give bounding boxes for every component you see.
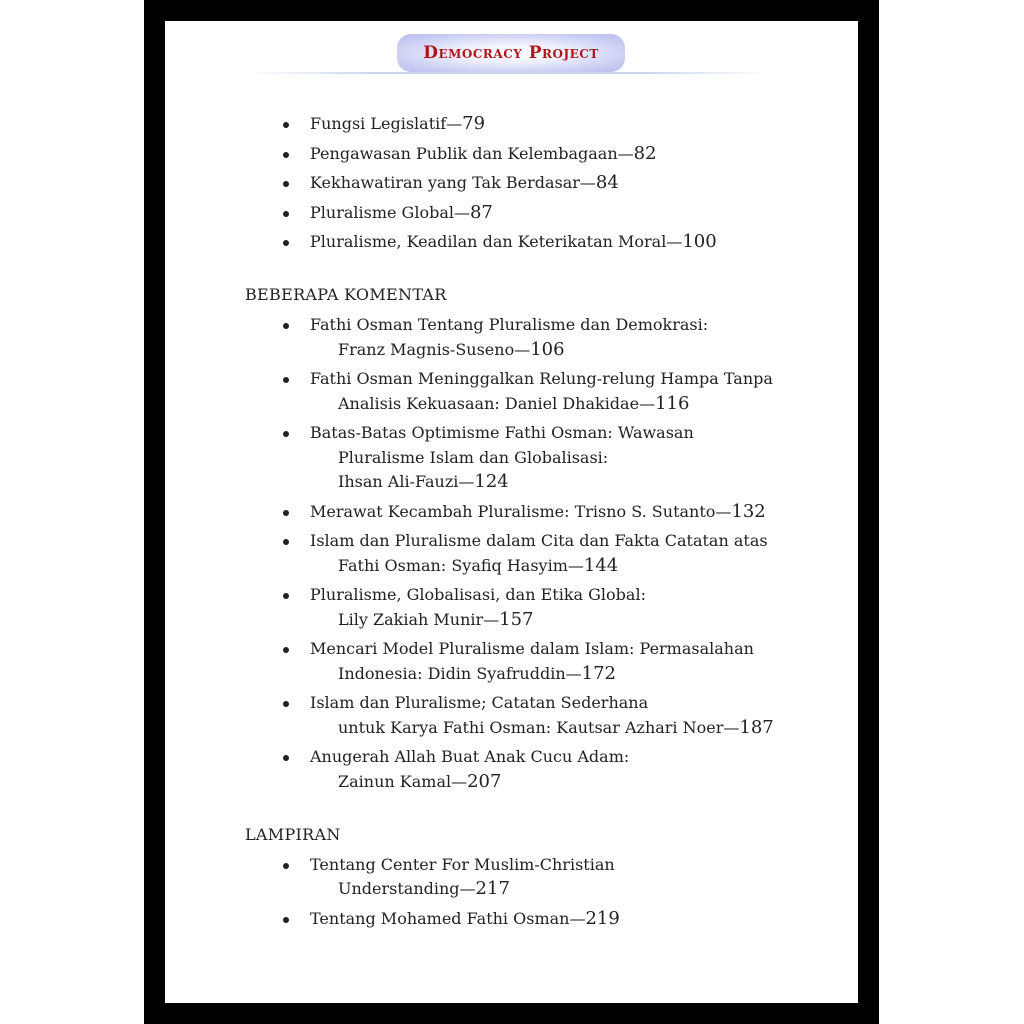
bullet-icon	[283, 240, 289, 246]
bullet-icon	[283, 152, 289, 158]
toc-entry-text: Tentang Mohamed Fathi Osman—219	[310, 907, 620, 929]
bullet-icon	[283, 510, 289, 516]
toc-entry-text: Franz Magnis-Suseno—106	[338, 338, 565, 360]
page-number: 87	[469, 201, 493, 223]
page-number: 187	[739, 716, 774, 738]
bullet-icon	[283, 377, 289, 383]
toc-entry-text: Fathi Osman Meninggalkan Relung-relung Hampa Tanpa	[310, 369, 773, 388]
toc-entry-text: Analisis Kekuasaan: Daniel Dhakidae—116	[338, 392, 690, 414]
toc-entry-text: Pluralisme, Keadilan dan Keterikatan Moral—100	[310, 231, 717, 252]
page-number: 144	[583, 554, 619, 576]
bullet-icon	[283, 755, 289, 761]
bullet-icon	[283, 323, 289, 329]
toc-entry-text: untuk Karya Fathi Osman: Kautsar Azhari Noer—187	[338, 716, 774, 738]
page-number: 82	[633, 142, 657, 164]
bullet-icon	[283, 647, 289, 653]
toc-entry-text: Islam dan Pluralisme dalam Cita dan Fakta Catatan atas	[310, 531, 768, 550]
section-heading: BEBERAPA KOMENTAR	[245, 285, 447, 304]
page-number: 100	[682, 231, 717, 252]
running-header-title: Democracy Project	[423, 43, 599, 63]
toc-entry-text: Mencari Model Pluralisme dalam Islam: Permasalahan	[310, 639, 754, 658]
page-number: 79	[462, 113, 486, 134]
page-number: 207	[467, 770, 502, 792]
toc-entry-text: Kekhawatiran yang Tak Berdasar—84	[310, 172, 619, 193]
bullet-icon	[283, 539, 289, 545]
toc-entry-text: Zainun Kamal—207	[338, 770, 502, 792]
page-number: 84	[595, 172, 619, 193]
toc-entry-text: Batas-Batas Optimisme Fathi Osman: Wawasan	[310, 423, 694, 442]
toc-entry-text: Indonesia: Didin Syafruddin—172	[338, 662, 616, 684]
toc-entry-text: Fathi Osman: Syafiq Hasyim—144	[338, 554, 619, 576]
toc-entry-text: Pluralisme Islam dan Globalisasi:	[338, 447, 609, 467]
page-number: 106	[530, 338, 565, 360]
bullet-icon	[283, 211, 289, 217]
bullet-icon	[283, 593, 289, 599]
page-number: 172	[581, 662, 616, 684]
page-number: 217	[475, 878, 510, 899]
bullet-icon	[283, 701, 289, 707]
toc-entry-text: Anugerah Allah Buat Anak Cucu Adam:	[310, 747, 630, 766]
bullet-icon	[283, 431, 289, 437]
toc-entry-text: Islam dan Pluralisme; Catatan Sederhana	[310, 693, 649, 712]
toc-entry-text: Pluralisme, Globalisasi, dan Etika Global:	[310, 585, 646, 604]
toc-entry-text: Fathi Osman Tentang Pluralisme dan Demokrasi:	[310, 315, 709, 334]
toc-entry-text: Understanding—217	[338, 878, 510, 899]
toc-entry-text: Merawat Kecambah Pluralisme: Trisno S. Sutanto—132	[310, 500, 766, 522]
page-number: 124	[474, 471, 509, 492]
toc-entry-text: Fungsi Legislatif—79	[310, 113, 486, 134]
bullet-icon	[283, 122, 289, 128]
bullet-icon	[283, 917, 289, 923]
bullet-icon	[283, 863, 289, 869]
page-number: 219	[585, 907, 620, 929]
page-number: 132	[731, 500, 766, 522]
toc-entry-text: Pluralisme Global—87	[310, 201, 493, 223]
section-heading: LAMPIRAN	[245, 824, 341, 844]
bullet-icon	[283, 181, 289, 187]
page-number: 116	[655, 392, 690, 414]
toc-entry-text: Tentang Center For Muslim-Christian	[310, 854, 615, 874]
toc-entry-text: Lily Zakiah Munir—157	[338, 608, 534, 630]
page-number: 157	[499, 608, 534, 630]
toc-entry-text: Ihsan Ali-Fauzi—124	[338, 471, 509, 492]
toc-entry-text: Pengawasan Publik dan Kelembagaan—82	[310, 142, 657, 164]
